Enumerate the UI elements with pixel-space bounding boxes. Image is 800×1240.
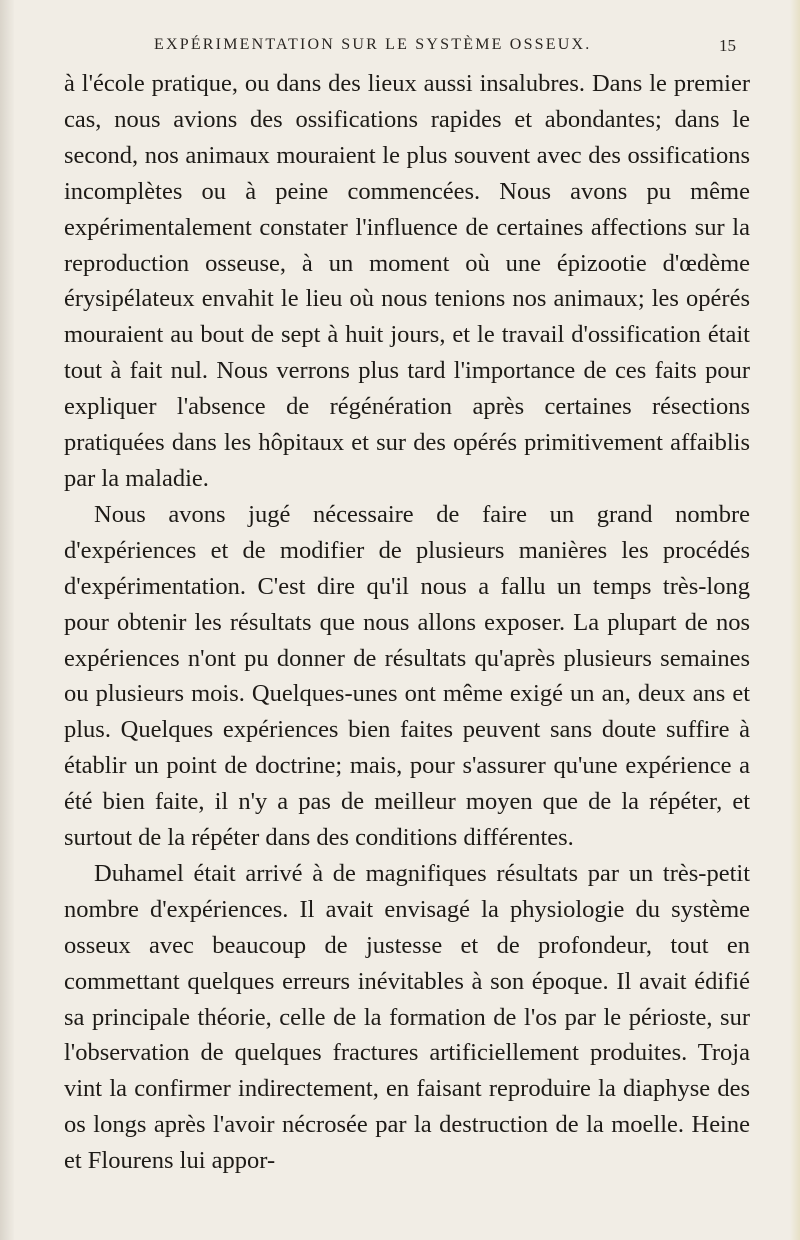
page-number: 15 (719, 36, 736, 55)
page-edge-left (0, 0, 14, 1240)
running-title: EXPÉRIMENTATION SUR LE SYSTÈME OSSEUX. (154, 36, 592, 53)
running-head (64, 36, 750, 60)
body-text (64, 66, 750, 1179)
page-edge-right (790, 0, 800, 1240)
paragraph-1: à l'école pratique, ou dans des lieux aussi insalubres. Dans le premier cas, nous avions des ossifications rapides et abondantes; dans le second, nos animaux mouraient le plus souvent avec des ossifications incomplètes ou à peine commencées. Nous avons pu même expérimentalement constater l'influence de certaines affections sur la reproduction osseuse, à un moment où une épizootie d'œdème érysipélateux envahit le lieu où nous tenions nos animaux; les opérés mouraient au bout de sept à huit jours, et le travail d'ossification était tout à fait nul. Nous verrons plus tard l'importance de ces faits pour expliquer l'absence de régénération après certaines résections pratiquées dans les hôpitaux et sur des opérés primitivement affaiblis par la maladie. (64, 70, 750, 492)
paragraph-3: Duhamel était arrivé à de magnifiques résultats par un très-petit nombre d'expériences. Il avait envisagé la physiologie du système osseux avec beaucoup de justesse et de profondeur, tout en commettant quelques erreurs inévitables à son époque. Il avait édifié sa principale théorie, celle de la formation de l'os par le périoste, sur l'observation de quelques fractures artificiellement produites. Troja vint la confirmer indirectement, en faisant reproduire la diaphyse des os longs après l'avoir nécrosée par la destruction de la moelle. Heine et Flourens lui appor- (64, 859, 750, 1175)
paragraph-2: Nous avons jugé nécessaire de faire un grand nombre d'expériences et de modifier de plusieurs manières les procédés d'expérimentation. C'est dire qu'il nous a fallu un temps très-long pour obtenir les résultats que nous allons exposer. La plupart de nos expériences n'ont pu donner de résultats qu'après plusieurs semaines ou plusieurs mois. Quelques-unes ont même exigé un an, deux ans et plus. Quelques expériences bien faites peuvent sans doute suffire à établir un point de doctrine; mais, pour s'assurer qu'une expérience a été bien faite, il n'y a pas de meilleur moyen que de la répéter, et surtout de la répéter dans des conditions différentes. (64, 500, 750, 852)
